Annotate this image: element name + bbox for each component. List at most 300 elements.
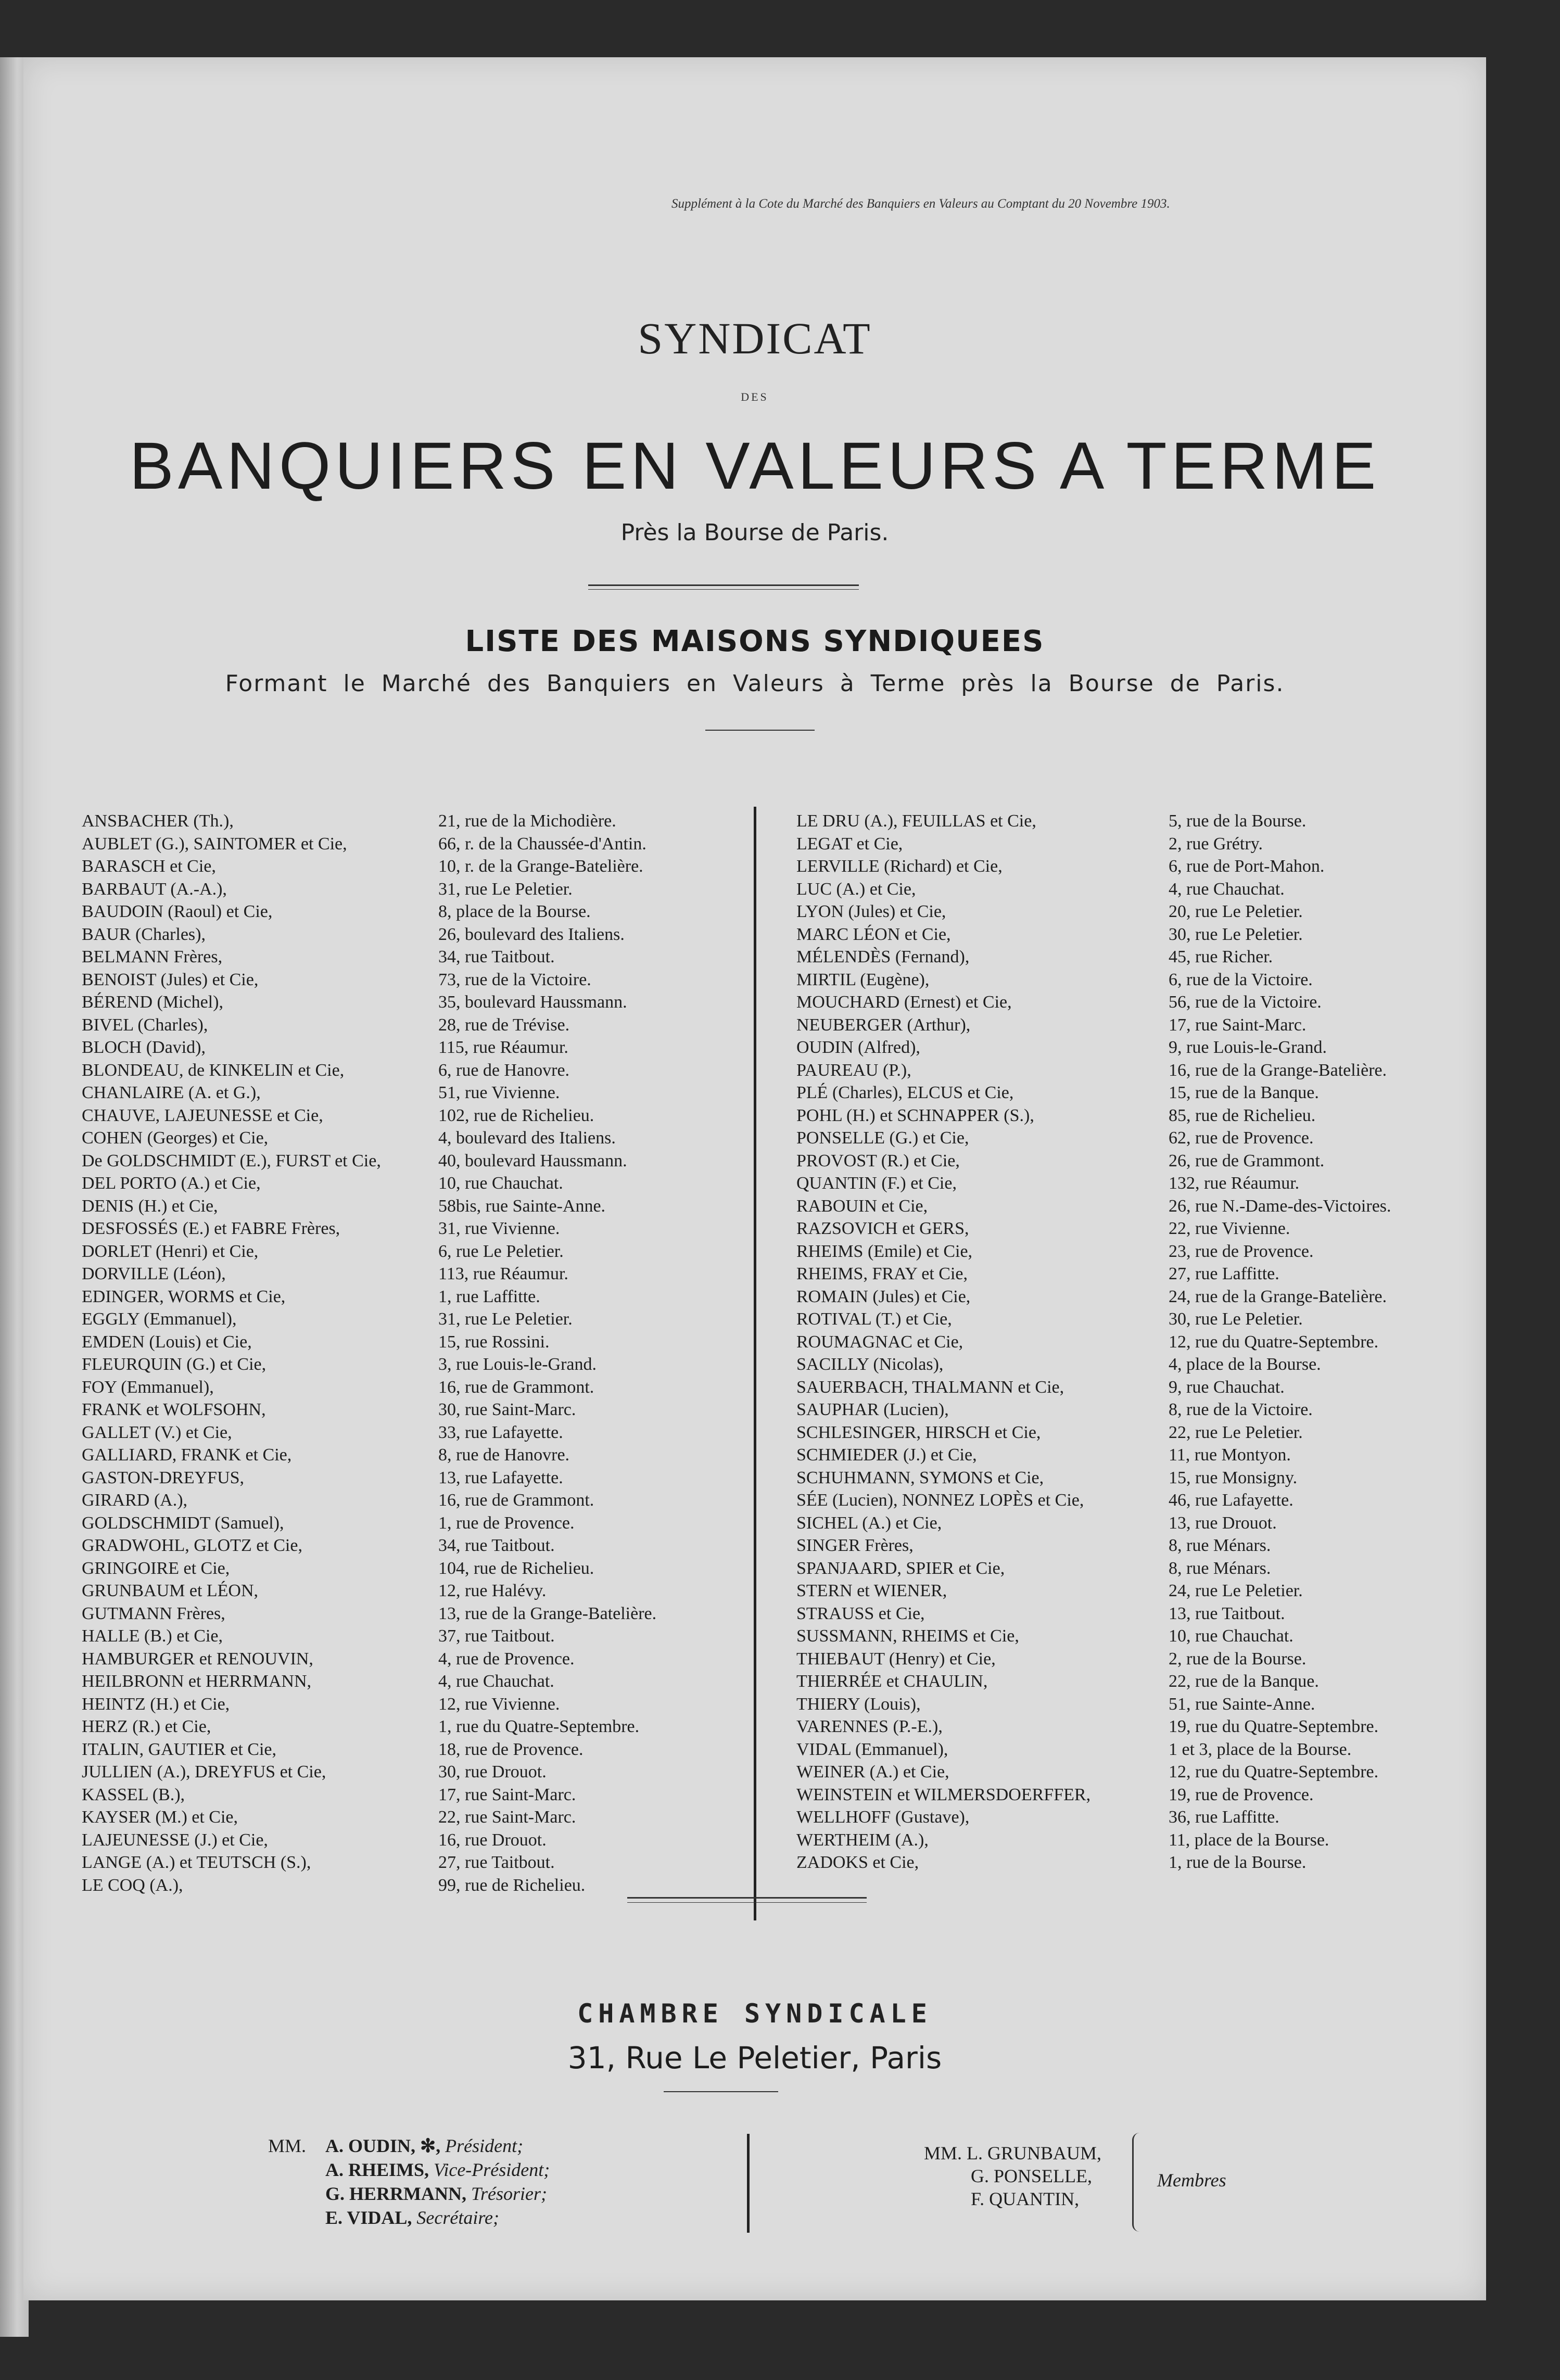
member-row (796, 1286, 1468, 1308)
member-row (82, 923, 727, 946)
member-row (82, 1534, 727, 1557)
member-row (796, 878, 1468, 901)
member-row (82, 1467, 727, 1490)
member-address: 19, rue de Provence. (1169, 1785, 1314, 1804)
member-name: WERTHEIM (A.), (796, 1830, 929, 1850)
member-name: ROTIVAL (T.) et Cie, (796, 1309, 952, 1329)
committee-member: MM. L. GRUNBAUM, (924, 2143, 1102, 2163)
officer-row (268, 2158, 550, 2182)
member-address: 4, boulevard des Italiens. (438, 1128, 616, 1148)
member-name: GALLIARD, FRANK et Cie, (82, 1445, 292, 1465)
member-address: 26, boulevard des Italiens. (438, 924, 625, 944)
member-address: 2, rue Grétry. (1169, 834, 1263, 854)
member-address: 6, rue de la Victoire. (1169, 970, 1313, 989)
member-row (796, 1784, 1468, 1806)
member-address: 10, rue Chauchat. (1169, 1626, 1293, 1646)
member-address: 66, r. de la Chaussée-d'Antin. (438, 834, 646, 854)
member-name: SCHLESINGER, HIRSCH et Cie, (796, 1422, 1041, 1442)
member-name: BENOIST (Jules) et Cie, (82, 970, 259, 989)
committee-member: G. PONSELLE, (971, 2166, 1092, 2186)
member-name: GRUNBAUM et LÉON, (82, 1581, 259, 1600)
member-row (796, 1489, 1468, 1512)
member-address: 51, rue Vivienne. (438, 1083, 560, 1102)
divider-rule (664, 2091, 778, 2092)
member-name: SAUPHAR (Lucien), (796, 1400, 949, 1419)
member-row (796, 1467, 1468, 1490)
member-name: MÉLENDÈS (Fernand), (796, 947, 970, 966)
member-address: 104, rue de Richelieu. (438, 1558, 594, 1578)
member-name: HAMBURGER et RENOUVIN, (82, 1649, 313, 1669)
member-name: SUSSMANN, RHEIMS et Cie, (796, 1626, 1019, 1646)
member-row (82, 1693, 727, 1716)
member-row (82, 1874, 727, 1897)
member-name: HALLE (B.) et Cie, (82, 1626, 223, 1646)
member-name: BÉREND (Michel), (82, 992, 223, 1012)
member-address: 22, rue Vivienne. (1169, 1219, 1290, 1238)
member-address: 1 et 3, place de la Bourse. (1169, 1739, 1352, 1759)
chambre-title: CHAMBRE SYNDICALE (577, 1999, 932, 2029)
member-name: ITALIN, GAUTIER et Cie, (82, 1739, 277, 1759)
member-address: 16, rue de Grammont. (438, 1491, 594, 1510)
member-address: 30, rue Le Peletier. (1169, 924, 1303, 944)
officer-role: Secrétaire; (416, 2207, 499, 2228)
member-address: 6, rue de Port-Mahon. (1169, 857, 1325, 876)
member-name: LUC (A.) et Cie, (796, 879, 916, 899)
member-row (796, 969, 1468, 991)
member-address: 31, rue Le Peletier. (438, 1309, 573, 1329)
member-name: CHANLAIRE (A. et G.), (82, 1083, 261, 1102)
member-name: KAYSER (M.) et Cie, (82, 1808, 238, 1827)
member-address: 3, rue Louis-le-Grand. (438, 1355, 597, 1374)
members-list-left (82, 810, 727, 1897)
officer-name: G. HERRMANN, (325, 2183, 466, 2204)
member-row (796, 1104, 1468, 1127)
member-row (82, 1240, 727, 1263)
column-divider (754, 807, 756, 1920)
member-name: STRAUSS et Cie, (796, 1603, 925, 1623)
member-row (796, 1806, 1468, 1829)
member-address: 6, rue de Hanovre. (438, 1060, 570, 1080)
member-row (796, 1444, 1468, 1467)
member-row (82, 1489, 727, 1512)
member-name: AUBLET (G.), SAINTOMER et Cie, (82, 834, 347, 854)
member-name: FRANK et WOLFSOHN, (82, 1400, 266, 1419)
committee-member: F. QUANTIN, (971, 2188, 1080, 2209)
member-name: SÉE (Lucien), NONNEZ LOPÈS et Cie, (796, 1491, 1084, 1510)
member-address: 27, rue Laffitte. (1169, 1264, 1279, 1283)
member-name: RABOUIN et Cie, (796, 1196, 928, 1216)
member-row (796, 1172, 1468, 1195)
member-name: PONSELLE (G.) et Cie, (796, 1128, 969, 1148)
member-address: 13, rue Taitbout. (1169, 1603, 1285, 1623)
page-title: BANQUIERS EN VALEURS A TERME (129, 429, 1380, 503)
member-row (82, 1217, 727, 1240)
member-address: 8, rue Ménars. (1169, 1558, 1271, 1578)
member-address: 28, rue de Trévise. (438, 1015, 570, 1035)
member-address: 13, rue Lafayette. (438, 1468, 563, 1487)
member-row (82, 1353, 727, 1376)
member-address: 4, rue de Provence. (438, 1649, 575, 1669)
member-address: 8, rue de Hanovre. (438, 1445, 570, 1465)
member-address: 26, rue N.-Dame-des-Victoires. (1169, 1196, 1391, 1216)
member-address: 10, r. de la Grange-Batelière. (438, 857, 643, 876)
member-row (82, 991, 727, 1014)
member-name: STERN et WIENER, (796, 1581, 947, 1600)
member-address: 15, rue de la Banque. (1169, 1083, 1319, 1102)
member-name: EGGLY (Emmanuel), (82, 1309, 237, 1329)
divider-rule (705, 730, 815, 731)
member-name: GRINGOIRE et Cie, (82, 1558, 230, 1578)
member-address: 9, rue Louis-le-Grand. (1169, 1038, 1327, 1057)
member-name: SAUERBACH, THALMANN et Cie, (796, 1377, 1064, 1397)
divider-rule (627, 1897, 867, 1899)
member-name: BAUDOIN (Raoul) et Cie, (82, 902, 273, 921)
member-address: 34, rue Taitbout. (438, 1536, 555, 1555)
member-name: BIVEL (Charles), (82, 1015, 208, 1035)
list-heading: LISTE DES MAISONS SYNDIQUEES (465, 625, 1045, 658)
member-row (82, 1150, 727, 1173)
member-address: 12, rue Vivienne. (438, 1694, 560, 1714)
member-address: 17, rue Saint-Marc. (1169, 1015, 1307, 1035)
member-row (82, 1715, 727, 1738)
member-name: SACILLY (Nicolas), (796, 1355, 944, 1374)
member-address: 102, rue de Richelieu. (438, 1105, 594, 1125)
member-name: ROUMAGNAC et Cie, (796, 1332, 963, 1352)
member-name: De GOLDSCHMIDT (E.), FURST et Cie, (82, 1151, 381, 1170)
member-row (796, 1081, 1468, 1104)
member-address: 73, rue de la Victoire. (438, 970, 591, 989)
member-address: 22, rue de la Banque. (1169, 1672, 1319, 1691)
list-subheading: Formant le Marché des Banquiers en Valeurs à Terme près la Bourse de Paris. (225, 670, 1285, 697)
member-row (82, 833, 727, 856)
member-name: DORVILLE (Léon), (82, 1264, 226, 1283)
member-address: 115, rue Réaumur. (438, 1038, 568, 1057)
document-page (23, 57, 1486, 2300)
member-name: DESFOSSÉS (E.) et FABRE Frères, (82, 1219, 340, 1238)
member-row (82, 969, 727, 991)
member-row (82, 1806, 727, 1829)
member-address: 21, rue de la Michodière. (438, 811, 616, 831)
member-row (796, 1059, 1468, 1082)
member-name: RHEIMS (Emile) et Cie, (796, 1241, 973, 1261)
member-address: 34, rue Taitbout. (438, 947, 555, 966)
member-row (796, 833, 1468, 856)
member-row (82, 1104, 727, 1127)
member-address: 56, rue de la Victoire. (1169, 992, 1322, 1012)
member-row (796, 1693, 1468, 1716)
member-row (796, 1398, 1468, 1421)
member-name: VIDAL (Emmanuel), (796, 1739, 948, 1759)
member-name: QUANTIN (F.) et Cie, (796, 1174, 957, 1193)
member-address: 30, rue Drouot. (438, 1762, 547, 1781)
member-name: SCHMIEDER (J.) et Cie, (796, 1445, 977, 1465)
officer-row (268, 2182, 550, 2206)
member-row (796, 1421, 1468, 1444)
syndicat-heading: SYNDICAT (638, 313, 872, 363)
member-address: 16, rue de Grammont. (438, 1377, 594, 1397)
member-row (796, 900, 1468, 923)
member-row (796, 1580, 1468, 1602)
member-name: RAZSOVICH et GERS, (796, 1219, 969, 1238)
member-address: 11, rue Montyon. (1169, 1445, 1291, 1465)
member-row (82, 1444, 727, 1467)
member-address: 26, rue de Grammont. (1169, 1151, 1325, 1170)
member-row (796, 1036, 1468, 1059)
member-row (82, 1602, 727, 1625)
member-name: EMDEN (Louis) et Cie, (82, 1332, 252, 1352)
member-name: BAUR (Charles), (82, 924, 206, 944)
member-row (82, 1059, 727, 1082)
member-row (82, 1421, 727, 1444)
member-name: POHL (H.) et SCHNAPPER (S.), (796, 1105, 1034, 1125)
member-name: LERVILLE (Richard) et Cie, (796, 857, 1003, 876)
member-row (796, 1308, 1468, 1331)
member-name: SICHEL (A.) et Cie, (796, 1513, 942, 1533)
member-address: 58bis, rue Sainte-Anne. (438, 1196, 606, 1216)
member-row (82, 946, 727, 969)
member-name: BARASCH et Cie, (82, 857, 216, 876)
member-row (82, 900, 727, 923)
member-address: 13, rue Drouot. (1169, 1513, 1277, 1533)
member-row (796, 1014, 1468, 1037)
officer-role: Vice-Président; (434, 2159, 550, 2180)
supplement-note: Supplément à la Cote du Marché des Banquiers en Valeurs au Comptant du 20 Novembre 1903. (671, 197, 1170, 211)
officer-row (268, 2206, 550, 2230)
officer-name: A. RHEIMS, (325, 2159, 429, 2180)
member-name: PAUREAU (P.), (796, 1060, 911, 1080)
member-name: WEINSTEIN et WILMERSDOERFFER, (796, 1785, 1091, 1804)
member-row (82, 855, 727, 878)
member-address: 30, rue Le Peletier. (1169, 1309, 1303, 1329)
member-address: 113, rue Réaumur. (438, 1264, 568, 1283)
member-name: PLÉ (Charles), ELCUS et Cie, (796, 1083, 1014, 1102)
member-address: 16, rue de la Grange-Batelière. (1169, 1060, 1387, 1080)
member-row (796, 1670, 1468, 1693)
member-address: 31, rue Le Peletier. (438, 879, 573, 899)
officer-role: Président; (445, 2135, 524, 2156)
divider-rule (588, 589, 859, 590)
member-row (796, 1851, 1468, 1874)
member-row (796, 1240, 1468, 1263)
member-row (82, 1829, 727, 1852)
member-row (796, 1602, 1468, 1625)
member-row (82, 1670, 727, 1693)
member-name: DEL PORTO (A.) et Cie, (82, 1174, 261, 1193)
member-name: LE COQ (A.), (82, 1875, 183, 1895)
member-row (796, 1557, 1468, 1580)
member-address: 10, rue Chauchat. (438, 1174, 563, 1193)
member-address: 85, rue de Richelieu. (1169, 1105, 1316, 1125)
member-name: MARC LÉON et Cie, (796, 924, 951, 944)
member-address: 23, rue de Provence. (1169, 1241, 1314, 1261)
member-address: 4, place de la Bourse. (1169, 1355, 1321, 1374)
member-row (796, 946, 1468, 969)
member-address: 4, rue Chauchat. (438, 1672, 554, 1691)
member-name: DENIS (H.) et Cie, (82, 1196, 218, 1216)
member-address: 1, rue de la Bourse. (1169, 1853, 1307, 1872)
des-label: DES (741, 390, 769, 403)
member-address: 12, rue du Quatre-Septembre. (1169, 1332, 1379, 1352)
member-row (796, 1195, 1468, 1218)
member-row (796, 1738, 1468, 1761)
member-name: BLOCH (David), (82, 1038, 206, 1057)
member-row (82, 1172, 727, 1195)
members-committee (924, 2142, 1101, 2210)
member-name: COHEN (Georges) et Cie, (82, 1128, 269, 1148)
member-address: 62, rue de Provence. (1169, 1128, 1314, 1148)
member-address: 31, rue Vivienne. (438, 1219, 560, 1238)
member-name: WEINER (A.) et Cie, (796, 1762, 949, 1781)
member-row (796, 1217, 1468, 1240)
officer-name: A. OUDIN, ✻, (325, 2135, 441, 2156)
member-name: HERZ (R.) et Cie, (82, 1717, 211, 1736)
member-address: 12, rue Halévy. (438, 1581, 547, 1600)
member-name: FLEURQUIN (G.) et Cie, (82, 1355, 267, 1374)
member-row (82, 1286, 727, 1308)
member-name: LYON (Jules) et Cie, (796, 902, 946, 921)
member-address: 45, rue Richer. (1169, 947, 1273, 966)
member-row (82, 1557, 727, 1580)
member-address: 22, rue Saint-Marc. (438, 1808, 576, 1827)
member-row (796, 1127, 1468, 1150)
member-name: NEUBERGER (Arthur), (796, 1015, 971, 1035)
member-row (82, 1648, 727, 1671)
member-row (82, 878, 727, 901)
member-name: MOUCHARD (Ernest) et Cie, (796, 992, 1012, 1012)
member-address: 51, rue Sainte-Anne. (1169, 1694, 1315, 1714)
member-address: 1, rue Laffitte. (438, 1287, 540, 1306)
officer-row (268, 2134, 550, 2158)
member-address: 22, rue Le Peletier. (1169, 1422, 1303, 1442)
member-name: SINGER Frères, (796, 1536, 914, 1555)
member-name: EDINGER, WORMS et Cie, (82, 1287, 286, 1306)
member-address: 37, rue Taitbout. (438, 1626, 555, 1646)
member-name: HEINTZ (H.) et Cie, (82, 1694, 230, 1714)
member-address: 36, rue Laffitte. (1169, 1808, 1279, 1827)
member-address: 33, rue Lafayette. (438, 1422, 563, 1442)
officers-list (268, 2134, 550, 2230)
member-name: ZADOKS et Cie, (796, 1853, 919, 1872)
member-address: 1, rue de Provence. (438, 1513, 575, 1533)
member-name: GASTON-DREYFUS, (82, 1468, 245, 1487)
member-row (82, 1127, 727, 1150)
member-address: 17, rue Saint-Marc. (438, 1785, 576, 1804)
member-row (796, 1512, 1468, 1535)
column-divider (747, 2134, 750, 2233)
member-name: GOLDSCHMIDT (Samuel), (82, 1513, 284, 1533)
member-address: 8, place de la Bourse. (438, 902, 591, 921)
member-name: ANSBACHER (Th.), (82, 811, 234, 831)
member-address: 2, rue de la Bourse. (1169, 1649, 1307, 1669)
member-name: ROMAIN (Jules) et Cie, (796, 1287, 971, 1306)
member-name: THIEBAUT (Henry) et Cie, (796, 1649, 996, 1669)
member-address: 13, rue de la Grange-Batelière. (438, 1603, 657, 1623)
member-row (82, 1308, 727, 1331)
member-name: VARENNES (P.-E.), (796, 1717, 943, 1736)
member-address: 40, boulevard Haussmann. (438, 1151, 627, 1170)
member-row (82, 1376, 727, 1399)
member-row (82, 1331, 727, 1354)
member-row (82, 1081, 727, 1104)
member-name: JULLIEN (A.), DREYFUS et Cie, (82, 1762, 326, 1781)
member-address: 20, rue Le Peletier. (1169, 902, 1303, 921)
member-row (796, 1648, 1468, 1671)
member-address: 4, rue Chauchat. (1169, 879, 1285, 899)
member-row (82, 1036, 727, 1059)
divider-rule (627, 1902, 867, 1903)
member-row (796, 991, 1468, 1014)
member-row (82, 1195, 727, 1218)
mm-label: MM. (268, 2135, 307, 2156)
member-name: LE DRU (A.), FEUILLAS et Cie, (796, 811, 1036, 831)
member-name: RHEIMS, FRAY et Cie, (796, 1264, 968, 1283)
member-address: 19, rue du Quatre-Septembre. (1169, 1717, 1379, 1736)
member-address: 15, rue Monsigny. (1169, 1468, 1298, 1487)
member-name: WELLHOFF (Gustave), (796, 1808, 970, 1827)
officer-role: Trésorier; (471, 2183, 548, 2204)
member-name: BARBAUT (A.-A.), (82, 879, 227, 899)
member-name: BELMANN Frères, (82, 947, 223, 966)
member-address: 24, rue de la Grange-Batelière. (1169, 1287, 1387, 1306)
member-name: CHAUVE, LAJEUNESSE et Cie, (82, 1105, 323, 1125)
member-row (796, 1534, 1468, 1557)
member-name: PROVOST (R.) et Cie, (796, 1151, 960, 1170)
member-row (796, 1263, 1468, 1286)
member-address: 132, rue Réaumur. (1169, 1174, 1300, 1193)
member-row (796, 1715, 1468, 1738)
member-address: 8, rue de la Victoire. (1169, 1400, 1313, 1419)
member-name: BLONDEAU, de KINKELIN et Cie, (82, 1060, 345, 1080)
member-address: 35, boulevard Haussmann. (438, 992, 627, 1012)
divider-rule (588, 584, 859, 586)
member-name: LAJEUNESSE (J.) et Cie, (82, 1830, 268, 1850)
member-row (82, 1784, 727, 1806)
member-row (82, 810, 727, 833)
member-row (796, 1761, 1468, 1784)
member-name: THIERRÉE et CHAULIN, (796, 1672, 988, 1691)
member-name: LEGAT et Cie, (796, 834, 903, 854)
member-name: FOY (Emmanuel), (82, 1377, 214, 1397)
member-address: 46, rue Lafayette. (1169, 1491, 1293, 1510)
member-name: GUTMANN Frères, (82, 1603, 225, 1623)
member-address: 12, rue du Quatre-Septembre. (1169, 1762, 1379, 1781)
member-row (796, 1376, 1468, 1399)
member-name: THIERY (Louis), (796, 1694, 921, 1714)
member-address: 16, rue Drouot. (438, 1830, 547, 1850)
member-row (796, 1331, 1468, 1354)
member-name: SCHUHMANN, SYMONS et Cie, (796, 1468, 1044, 1487)
chambre-address: 31, Rue Le Peletier, Paris (567, 2040, 942, 2076)
member-row (82, 1014, 727, 1037)
member-row (796, 855, 1468, 878)
member-name: GALLET (V.) et Cie, (82, 1422, 232, 1442)
member-address: 30, rue Saint-Marc. (438, 1400, 576, 1419)
member-address: 24, rue Le Peletier. (1169, 1581, 1303, 1600)
member-row (82, 1398, 727, 1421)
officer-name: E. VIDAL, (325, 2207, 412, 2228)
member-address: 5, rue de la Bourse. (1169, 811, 1307, 831)
member-name: SPANJAARD, SPIER et Cie, (796, 1558, 1005, 1578)
member-row (82, 1512, 727, 1535)
member-name: GRADWOHL, GLOTZ et Cie, (82, 1536, 302, 1555)
member-name: KASSEL (B.), (82, 1785, 185, 1804)
member-address: 9, rue Chauchat. (1169, 1377, 1285, 1397)
member-address: 99, rue de Richelieu. (438, 1875, 586, 1895)
member-name: OUDIN (Alfred), (796, 1038, 920, 1057)
member-row (82, 1851, 727, 1874)
member-address: 27, rue Taitbout. (438, 1853, 555, 1872)
member-row (82, 1263, 727, 1286)
